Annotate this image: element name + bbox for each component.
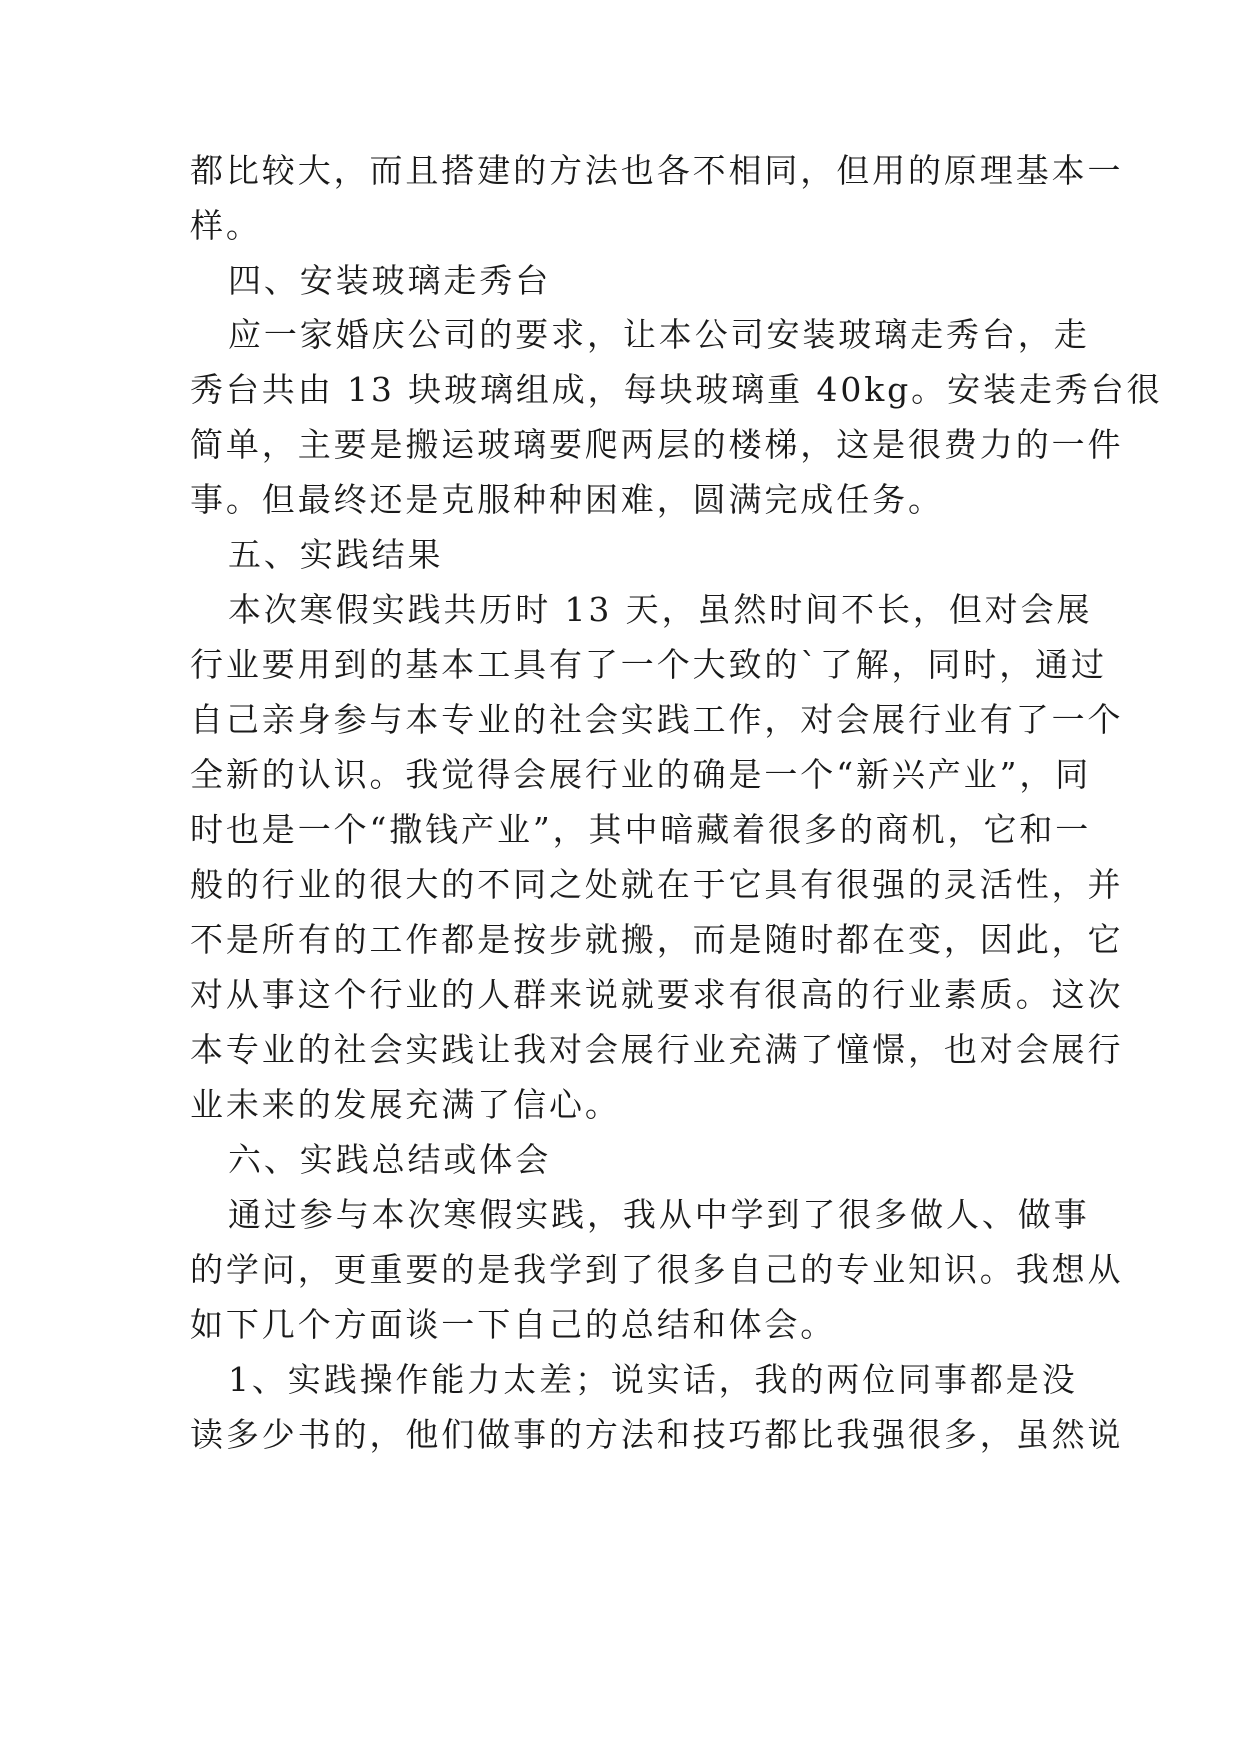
paragraph-first-line: 通过参与本次寒假实践，我从中学到了很多做人、做事 xyxy=(228,1195,1090,1234)
paragraph-first-line: 1、实践操作能力太差；说实话，我的两位同事都是没 xyxy=(228,1360,1078,1399)
text-line: 读多少书的，他们做事的方法和技巧都比我强很多，虽然说 xyxy=(190,1415,1124,1454)
paragraph-first-line: 本次寒假实践共历时 13 天，虽然时间不长，但对会展 xyxy=(228,590,1093,629)
text-line: 本专业的社会实践让我对会展行业充满了憧憬，也对会展行 xyxy=(190,1030,1124,1069)
text-line: 行业要用到的基本工具有了一个大致的`了解，同时，通过 xyxy=(190,645,1107,684)
paragraph-first-line: 应一家婚庆公司的要求，让本公司安装玻璃走秀台，走 xyxy=(228,315,1090,354)
text-line: 的学问，更重要的是我学到了很多自己的专业知识。我想从 xyxy=(190,1250,1124,1289)
section-heading: 四、安装玻璃走秀台 xyxy=(228,261,552,300)
text-line: 简单，主要是搬运玻璃要爬两层的楼梯，这是很费力的一件 xyxy=(190,425,1124,464)
text-line: 如下几个方面谈一下自己的总结和体会。 xyxy=(190,1305,837,1344)
text-line: 般的行业的很大的不同之处就在于它具有很强的灵活性，并 xyxy=(190,865,1124,904)
section-heading: 六、实践总结或体会 xyxy=(228,1140,552,1179)
text-line: 业未来的发展充满了信心。 xyxy=(190,1085,621,1124)
text-line: 秀台共由 13 块玻璃组成，每块玻璃重 40kg。安装走秀台很 xyxy=(190,370,1163,409)
text-line: 对从事这个行业的人群来说就要求有很高的行业素质。这次 xyxy=(190,975,1124,1014)
text-line: 全新的认识。我觉得会展行业的确是一个“新兴产业”，同 xyxy=(190,755,1092,794)
text-line: 样。 xyxy=(190,206,262,245)
text-line: 不是所有的工作都是按步就搬，而是随时都在变，因此，它 xyxy=(190,920,1124,959)
section-heading: 五、实践结果 xyxy=(228,535,444,574)
text-line: 事。但最终还是克服种种困难，圆满完成任务。 xyxy=(190,480,944,519)
text-line: 自己亲身参与本专业的社会实践工作，对会展行业有了一个 xyxy=(190,700,1124,739)
text-line: 都比较大，而且搭建的方法也各不相同，但用的原理基本一 xyxy=(190,151,1124,190)
text-line: 时也是一个“撒钱产业”，其中暗藏着很多的商机，它和一 xyxy=(190,810,1092,849)
